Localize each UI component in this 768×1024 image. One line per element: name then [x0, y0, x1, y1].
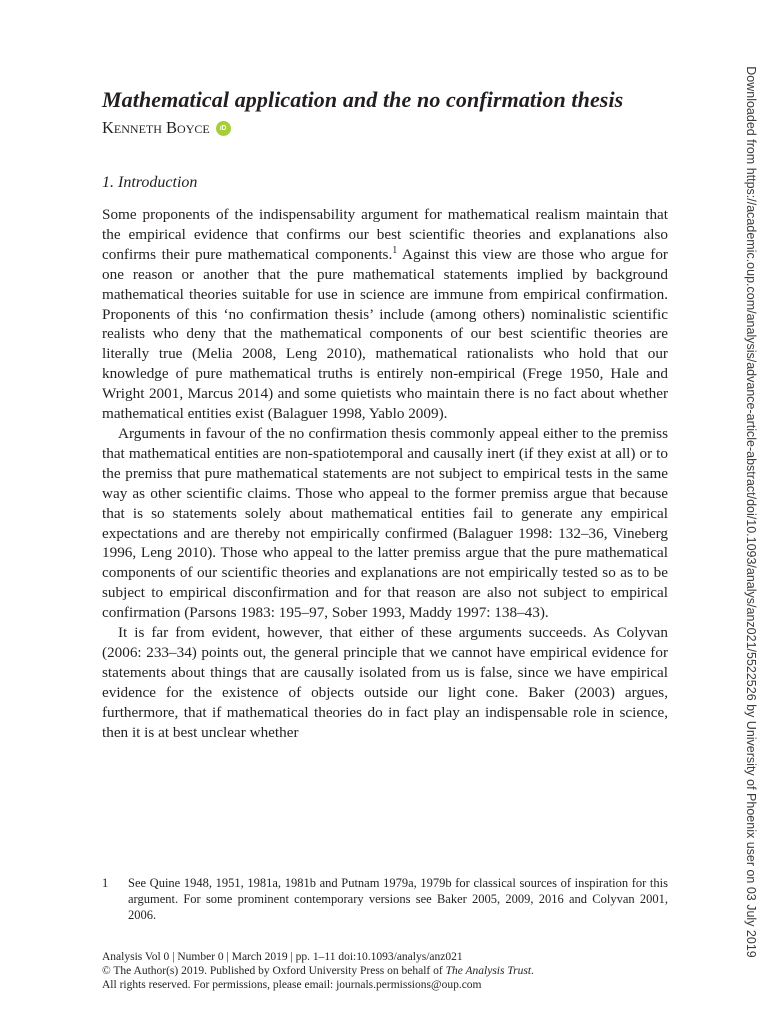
footer-copyright: [102, 964, 668, 978]
page-footer: [102, 950, 668, 992]
footnote-1: [102, 875, 668, 923]
section-heading: 1. Introduction: [102, 174, 198, 191]
download-notice: Downloaded from https://academic.oup.com/analysis/advance-article-abstract/doi/10.1093/analys/anz021/5522526 by University of Phoenix user on 03 July 2019: [744, 66, 758, 958]
footnote-text: See Quine 1948, 1951, 1981a, 1981b and Putnam 1979a, 1979b for classical sources of inspiration for this argument. For some prominent contemporary versions see Baker 2005, 2009, 2016 and Colyvan 2001, 2006.: [128, 876, 668, 922]
footer-citation: Analysis Vol 0 | Number 0 | March 2019 | pp. 1–11 doi:10.1093/analys/anz021: [102, 951, 463, 963]
author-line: [102, 117, 668, 139]
footer-trust-name: The Analysis Trust: [445, 965, 532, 977]
paragraph-3: It is far from evident, however, that either of these arguments succeeds. As Colyvan (2006: 233–34) points out, the general principle that we cannot have empirical evidence for statements about things that are causally isolated from us is false, since we have empirical evidence for the existence of objects outside our light cone. Baker (2003) argues, furthermore, that if mathematical theories do in fact play an indispensable role in science, then it is at best unclear whether: [102, 624, 668, 741]
article-body: [102, 86, 668, 742]
paragraph-1-text-b: Against this view are those who argue for one reason or another that the pure mathematical statements implied by background mathematical theories suitable for use in science are immune from empirical confirmation. Proponents of this ‘no confirmation thesis’ include (among others) nominalistic scientific realists who deny that the mathematical components of our best scientific theories are literally true (Melia 2008, Leng 2010), mathematical rationalists who hold that our knowledge of pure mathematical truths is entirely non-empirical (Frege 1950, Hale and Wright 2001, Marcus 2014) and some quietists who maintain there is no fact about whether mathematical entities exist (Balaguer 1998, Yablo 2009).: [102, 245, 668, 423]
footer-copyright-text: © The Author(s) 2019. Published by Oxford University Press on behalf of: [102, 965, 446, 977]
paragraph-2: Arguments in favour of the no confirmation thesis commonly appeal either to the premiss that mathematical entities are non-spatiotemporal and causally inert (if they exist at all) or to the premiss that pure mathematical statements are not subject to empirical tests in the same way as other scientific claims. Those who appeal to the former premiss argue that because that is so statements solely about mathematical entities fail to generate any empirical expectations and are thereby not empirically confirmed (Balaguer 1998: 132–36, Vineberg 1996, Leng 2010). Those who appeal to the latter premiss argue that the pure mathematical components of our scientific theories and explanations are not empirically tested so as to be subject to empirical disconfirmation and for that reason are also not subject to empirical confirmation (Parsons 1983: 195–97, Sober 1993, Maddy 1997: 138–43).: [102, 424, 668, 622]
footer-permissions: All rights reserved. For permissions, please email: journals.permissions@oup.com: [102, 979, 482, 991]
footnote-number: 1: [102, 876, 109, 890]
footnote-ref-1[interactable]: 1: [392, 244, 398, 256]
author-name: Kenneth Boyce: [102, 118, 210, 137]
paragraph-1: [102, 205, 668, 424]
orcid-icon[interactable]: iD: [216, 121, 231, 136]
article-title: Mathematical application and the no confirmation thesis: [102, 87, 624, 112]
paragraph-1-text-a: Some proponents of the indispensability argument for mathematical realism maintain that the empirical evidence that confirms our best scientific theories and explanations also confirms their pure mathematical components.: [102, 206, 668, 263]
footer-copyright-end: .: [531, 965, 534, 977]
